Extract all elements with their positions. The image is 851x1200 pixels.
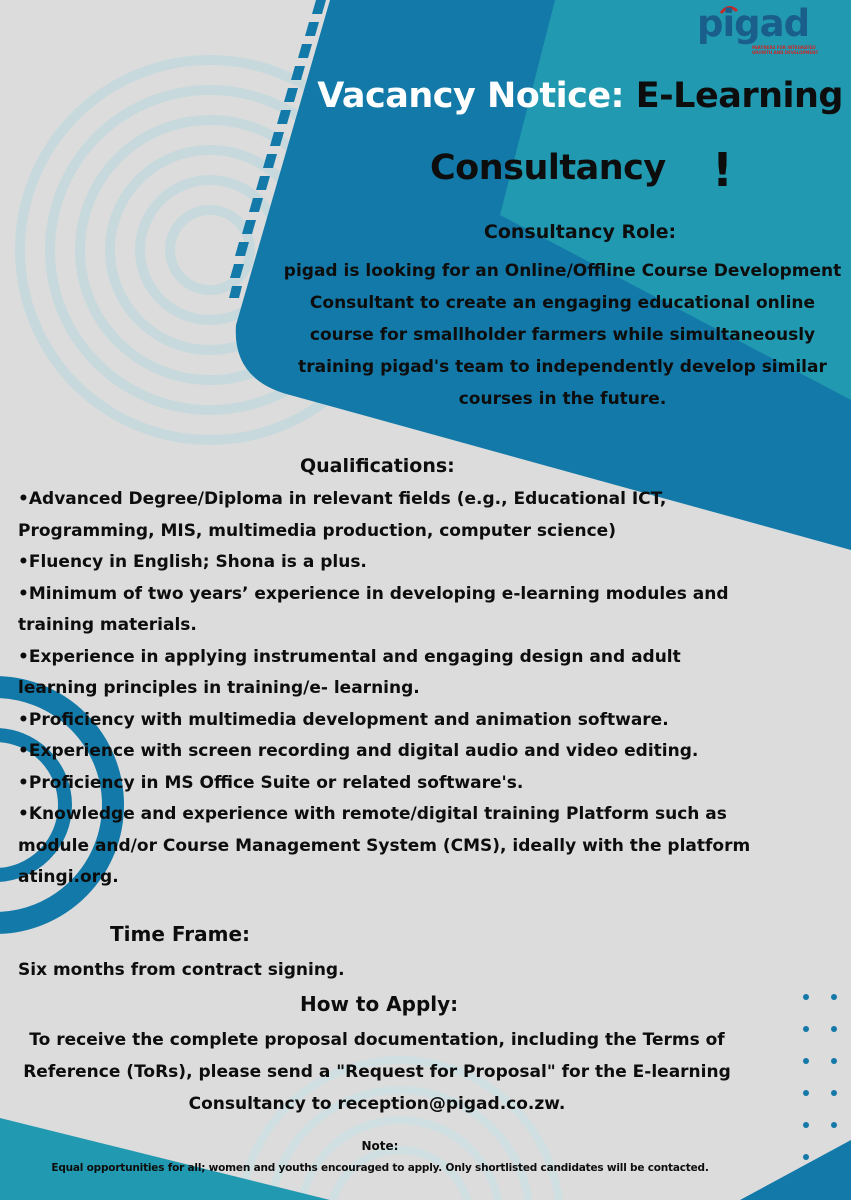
qualification-item: •Fluency in English; Shona is a plus. bbox=[18, 552, 367, 572]
role-description: pigad is looking for an Online/Offline Course Development Consultant to create an engaging educational online course for smallholder farmers while simultaneously training pigad's team to independently develop similar courses in the future. bbox=[283, 261, 842, 409]
how-to-apply-text: To receive the complete proposal documentation, including the Terms of Reference (ToRs), please send a "Request for Proposal" for the E-learning Consultancy to reception@pigad.co.zw. bbox=[23, 1030, 731, 1114]
note-heading: Note: bbox=[361, 1139, 399, 1153]
page-title bbox=[0, 72, 851, 120]
page-title-line2: Consultancy bbox=[430, 148, 666, 188]
logo-tagline: PARTNERS FOR INTEGRATED GROWTH AND DEVELOPMENT bbox=[752, 45, 819, 55]
qualification-item: •Proficiency with multimedia development and animation software. bbox=[18, 709, 669, 730]
title-part-dark: E-Learning bbox=[635, 76, 843, 116]
qualification-item: •Experience with screen recording and digital audio and video editing. bbox=[18, 741, 699, 761]
qualifications-heading: Qualifications: bbox=[300, 455, 455, 477]
title-part-white: Vacancy Notice: bbox=[317, 76, 636, 116]
qualifications-list bbox=[18, 484, 758, 894]
time-frame-heading: Time Frame: bbox=[110, 922, 251, 946]
qualification-item: •Experience in applying instrumental and engaging design and adult learning principles in training/e- learning. bbox=[18, 646, 681, 698]
logo-wordmark: pigad bbox=[697, 2, 810, 45]
pigad-logo bbox=[697, 2, 823, 55]
role-heading: Consultancy Role: bbox=[483, 221, 677, 243]
exclamation-icon: ! bbox=[712, 143, 733, 197]
how-to-apply-heading: How to Apply: bbox=[300, 992, 459, 1016]
qualification-item: •Minimum of two years’ experience in developing e-learning modules and training materials. bbox=[18, 583, 729, 635]
note-text: Equal opportunities for all; women and youths encouraged to apply. Only shortlisted candidates will be contacted. bbox=[51, 1162, 709, 1174]
qualification-item: •Knowledge and experience with remote/digital training Platform such as module and/or Course Management System (CMS), ideally with the platform atingi.org. bbox=[18, 804, 751, 887]
time-frame-text: Six months from contract signing. bbox=[18, 960, 345, 980]
qualification-item: •Advanced Degree/Diploma in relevant fields (e.g., Educational ICT, Programming, MIS, multimedia production, computer science) bbox=[18, 489, 667, 541]
qualification-item: •Proficiency in MS Office Suite or related software's. bbox=[18, 772, 524, 793]
